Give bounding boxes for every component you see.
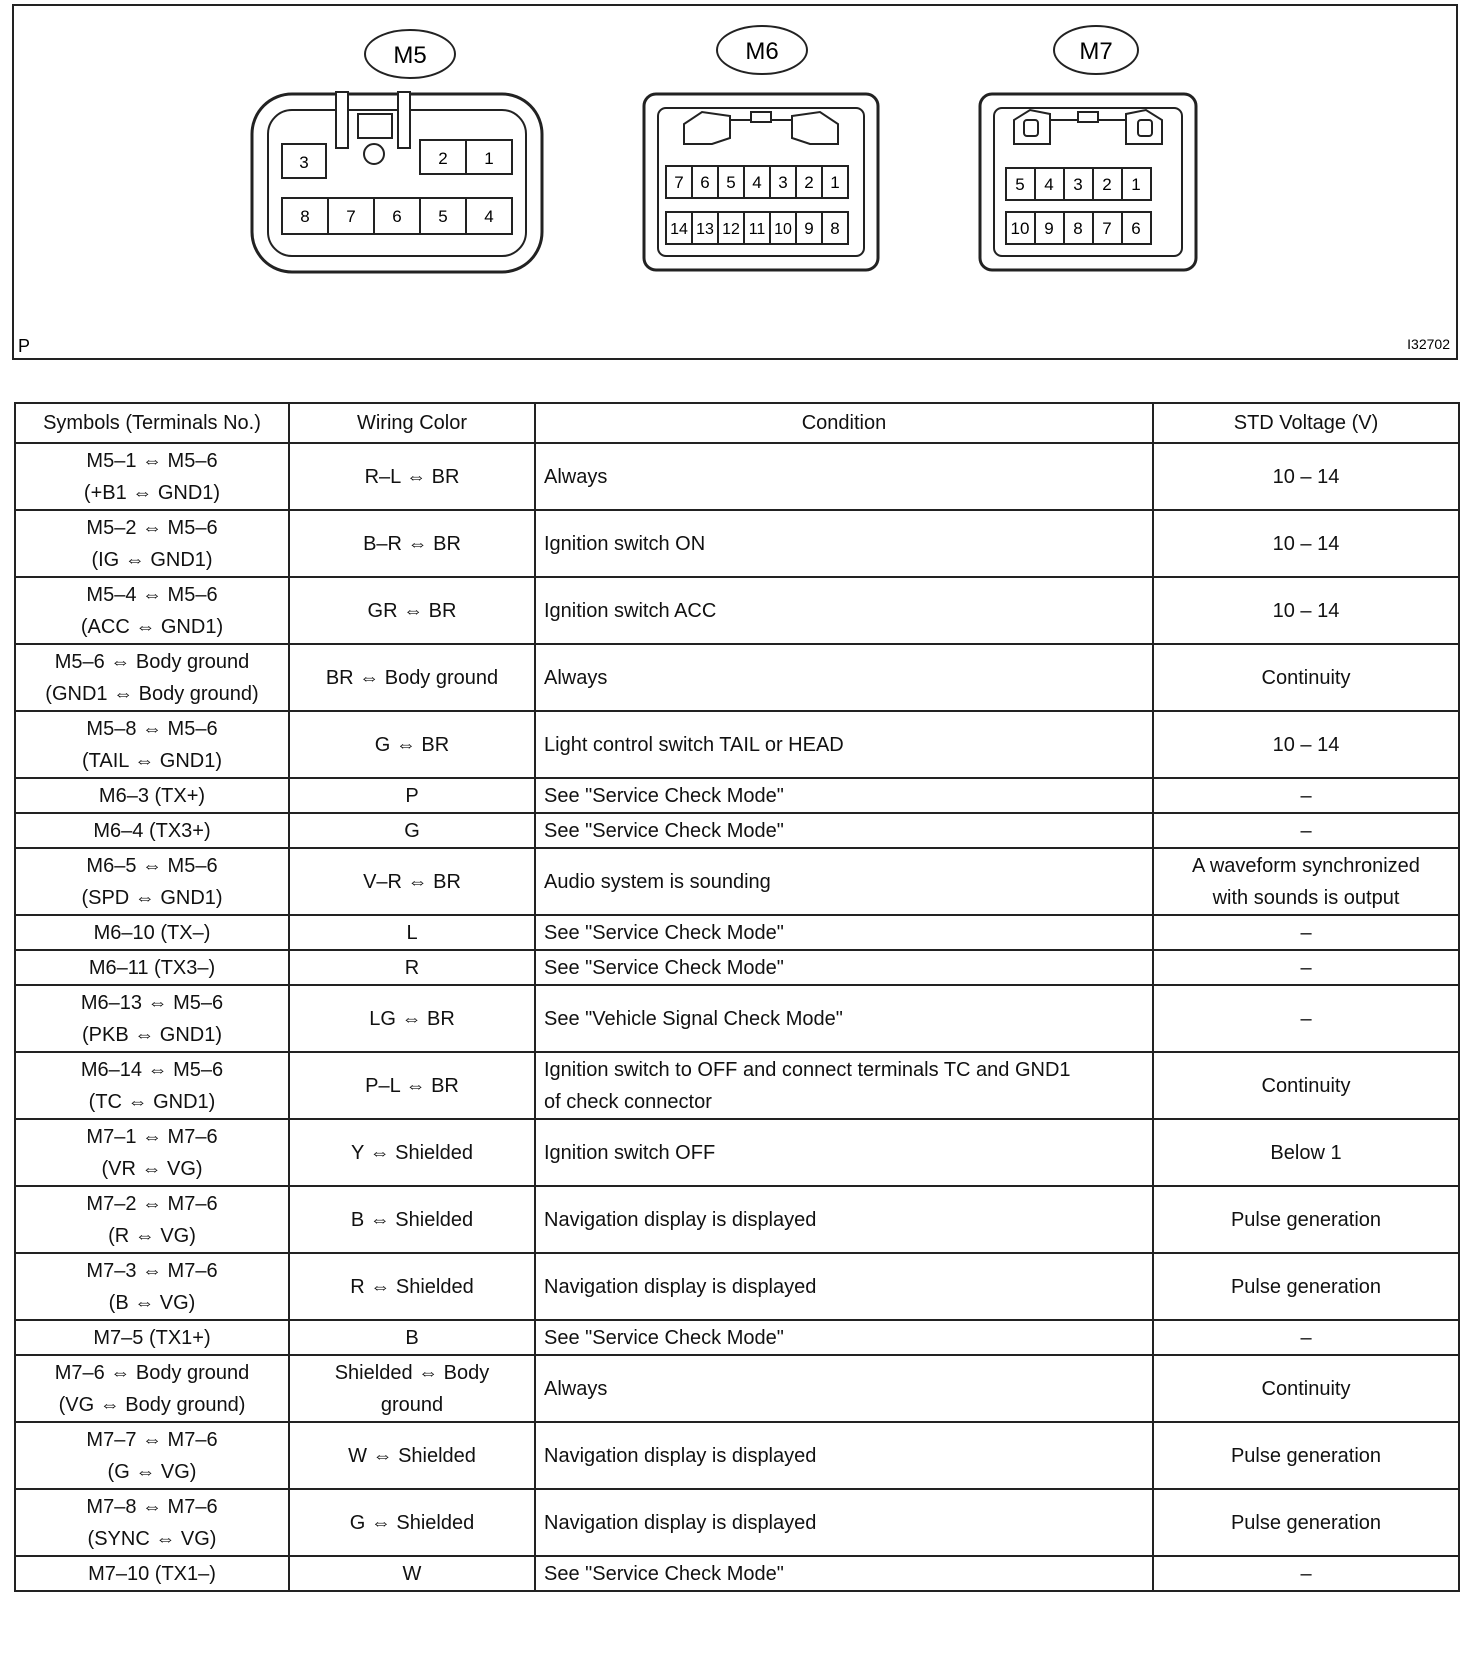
cell-line: 10 – 14	[1272, 465, 1340, 488]
table-row	[15, 915, 1459, 950]
condition-cell	[535, 848, 1153, 915]
wiring-color-cell	[289, 1253, 535, 1320]
condition-cell	[535, 950, 1153, 985]
cell-line: B ⇔ Shielded	[350, 1208, 474, 1231]
cell-line: –	[1300, 1007, 1312, 1030]
wiring-color-cell	[289, 778, 535, 813]
cell-line: 10 – 14	[1272, 599, 1340, 622]
cell-line: M6–5 ⇔ M5–6	[86, 854, 218, 877]
cell-line: (VR ⇔ VG)	[101, 1157, 203, 1180]
condition-cell	[535, 1119, 1153, 1186]
symbols-cell	[15, 510, 289, 577]
condition-cell	[535, 577, 1153, 644]
cell-line: of check connector	[544, 1090, 712, 1113]
terminal-label: 5	[726, 173, 736, 192]
cell-line: V–R ⇔ BR	[363, 870, 461, 893]
cell-line: Always	[544, 666, 608, 689]
cell-line: (SYNC ⇔ VG)	[87, 1527, 217, 1550]
header-condition: Condition	[535, 403, 1153, 443]
cell-line: M5–8 ⇔ M5–6	[86, 717, 218, 740]
wiring-color-cell	[289, 1052, 535, 1119]
wiring-color-cell	[289, 510, 535, 577]
symbols-cell	[15, 1489, 289, 1556]
cell-line: Below 1	[1270, 1141, 1342, 1164]
terminal-label: 2	[438, 149, 448, 168]
wiring-color-cell	[289, 915, 535, 950]
cell-line: M5–4 ⇔ M5–6	[86, 583, 218, 606]
cell-line: B	[405, 1326, 419, 1349]
figure-id: I32702	[1407, 336, 1450, 352]
terminal-label: 4	[1044, 175, 1054, 194]
cell-line: (IG ⇔ GND1)	[91, 548, 213, 571]
terminal-label: 4	[752, 173, 762, 192]
connector-label: M6	[745, 38, 779, 65]
condition-cell	[535, 443, 1153, 510]
cell-line: Ignition switch ACC	[544, 599, 717, 622]
cell-line: Pulse generation	[1230, 1511, 1382, 1534]
cell-line: M7–2 ⇔ M7–6	[86, 1192, 218, 1215]
cell-line: W	[402, 1562, 422, 1585]
cell-line: M6–11 (TX3–)	[88, 956, 216, 979]
cell-line: Ignition switch OFF	[544, 1141, 716, 1164]
cell-line: Navigation display is displayed	[544, 1511, 817, 1534]
cell-line: Continuity	[1261, 666, 1351, 689]
table-row	[15, 443, 1459, 510]
cell-line: M6–14 ⇔ M5–6	[80, 1058, 224, 1081]
condition-cell	[535, 711, 1153, 778]
symbols-cell	[15, 1119, 289, 1186]
header-symbols: Symbols (Terminals No.)	[15, 403, 289, 443]
symbols-cell	[15, 1422, 289, 1489]
symbols-cell	[15, 443, 289, 510]
terminal-label: 8	[830, 219, 840, 238]
cell-line: Ignition switch to OFF and connect terminals TC and GND1	[544, 1058, 1071, 1081]
terminal-label: 3	[778, 173, 788, 192]
symbols-cell	[15, 778, 289, 813]
std-voltage-cell	[1153, 1119, 1459, 1186]
cell-line: R	[404, 956, 420, 979]
wiring-color-cell	[289, 1119, 535, 1186]
cell-line: –	[1300, 1326, 1312, 1349]
std-voltage-cell	[1153, 1320, 1459, 1355]
terminal-label: 7	[674, 173, 684, 192]
cell-line: M7–1 ⇔ M7–6	[86, 1125, 218, 1148]
cell-line: (ACC ⇔ GND1)	[80, 615, 224, 638]
terminal-label: 1	[484, 149, 494, 168]
cell-line: W ⇔ Shielded	[348, 1444, 476, 1467]
terminal-label: 8	[1073, 219, 1083, 238]
table-row	[15, 1320, 1459, 1355]
terminal-label: 5	[1015, 175, 1025, 194]
connector-label: M5	[393, 42, 427, 69]
cell-line: Navigation display is displayed	[544, 1208, 817, 1231]
connector-label: M7	[1079, 38, 1113, 65]
std-voltage-cell	[1153, 985, 1459, 1052]
table-row	[15, 778, 1459, 813]
terminal-label: 9	[804, 219, 814, 238]
std-voltage-cell	[1153, 950, 1459, 985]
cell-line: Pulse generation	[1230, 1208, 1382, 1231]
cell-line: Shielded ⇔ Body	[334, 1361, 490, 1384]
cell-line: (B ⇔ VG)	[108, 1291, 196, 1314]
table-row	[15, 644, 1459, 711]
connector-diagram	[12, 4, 1458, 360]
cell-line: G ⇔ Shielded	[349, 1511, 475, 1534]
condition-cell	[535, 1253, 1153, 1320]
cell-line: Y ⇔ Shielded	[351, 1141, 473, 1164]
std-voltage-cell	[1153, 1186, 1459, 1253]
wiring-color-cell	[289, 644, 535, 711]
terminal-label: 8	[300, 207, 310, 226]
table-row	[15, 1052, 1459, 1119]
cell-line: See "Vehicle Signal Check Mode"	[544, 1007, 843, 1030]
std-voltage-cell	[1153, 644, 1459, 711]
table-row	[15, 1355, 1459, 1422]
condition-cell	[535, 915, 1153, 950]
std-voltage-cell	[1153, 1422, 1459, 1489]
cell-line: M7–3 ⇔ M7–6	[86, 1259, 218, 1282]
cell-line: M5–1 ⇔ M5–6	[86, 449, 218, 472]
condition-cell	[535, 1489, 1153, 1556]
symbols-cell	[15, 1320, 289, 1355]
symbols-cell	[15, 985, 289, 1052]
std-voltage-cell	[1153, 778, 1459, 813]
condition-cell	[535, 1186, 1153, 1253]
condition-cell	[535, 1422, 1153, 1489]
symbols-cell	[15, 1052, 289, 1119]
table-header-row	[15, 403, 1459, 443]
cell-line: –	[1300, 784, 1312, 807]
condition-cell	[535, 813, 1153, 848]
std-voltage-cell	[1153, 848, 1459, 915]
cell-line: (SPD ⇔ GND1)	[81, 886, 223, 909]
terminal-label: 1	[1131, 175, 1141, 194]
symbols-cell	[15, 1186, 289, 1253]
table-body	[15, 443, 1459, 1591]
cell-line: GR ⇔ BR	[367, 599, 457, 622]
std-voltage-cell	[1153, 443, 1459, 510]
table-row	[15, 985, 1459, 1052]
terminal-label: 12	[722, 221, 740, 238]
cell-line: M7–8 ⇔ M7–6	[86, 1495, 218, 1518]
cell-line: Continuity	[1261, 1074, 1351, 1097]
std-voltage-cell	[1153, 1556, 1459, 1591]
condition-cell	[535, 644, 1153, 711]
cell-line: See "Service Check Mode"	[544, 1326, 784, 1349]
symbols-cell	[15, 915, 289, 950]
cell-line: Always	[544, 465, 608, 488]
symbols-cell	[15, 711, 289, 778]
wiring-color-cell	[289, 1422, 535, 1489]
std-voltage-cell	[1153, 1253, 1459, 1320]
wiring-color-cell	[289, 1556, 535, 1591]
table-row	[15, 813, 1459, 848]
wiring-color-cell	[289, 1320, 535, 1355]
wiring-color-cell	[289, 950, 535, 985]
cell-line: G ⇔ BR	[374, 733, 450, 756]
std-voltage-cell	[1153, 577, 1459, 644]
condition-cell	[535, 1320, 1153, 1355]
cell-line: (VG ⇔ Body ground)	[58, 1393, 246, 1416]
table-row	[15, 1119, 1459, 1186]
cell-line: See "Service Check Mode"	[544, 956, 784, 979]
cell-line: M7–7 ⇔ M7–6	[86, 1428, 218, 1451]
wiring-color-cell	[289, 848, 535, 915]
cell-line: Ignition switch ON	[544, 532, 706, 555]
header-wiring-color: Wiring Color	[289, 403, 535, 443]
wiring-color-cell	[289, 1186, 535, 1253]
terminal-label: 6	[1131, 219, 1141, 238]
symbols-cell	[15, 1556, 289, 1591]
header-std-voltage: STD Voltage (V)	[1153, 403, 1459, 443]
cell-line: (R ⇔ VG)	[108, 1224, 196, 1247]
cell-line: LG ⇔ BR	[369, 1007, 455, 1030]
std-voltage-cell	[1153, 1489, 1459, 1556]
terminal-label: 10	[1010, 219, 1030, 238]
symbols-cell	[15, 1355, 289, 1422]
cell-line: (+B1 ⇔ GND1)	[83, 481, 221, 504]
cell-line: See "Service Check Mode"	[544, 784, 784, 807]
cell-line: L	[406, 921, 418, 944]
cell-line: See "Service Check Mode"	[544, 819, 784, 842]
std-voltage-cell	[1153, 711, 1459, 778]
wiring-color-cell	[289, 1489, 535, 1556]
wiring-color-cell	[289, 1355, 535, 1422]
wiring-color-cell	[289, 577, 535, 644]
wiring-color-cell	[289, 443, 535, 510]
symbols-cell	[15, 1253, 289, 1320]
terminal-label: 6	[700, 173, 710, 192]
cell-line: M7–5 (TX1+)	[93, 1326, 211, 1349]
symbols-cell	[15, 577, 289, 644]
cell-line: BR ⇔ Body ground	[325, 666, 499, 689]
terminal-label: 2	[804, 173, 814, 192]
condition-cell	[535, 778, 1153, 813]
cell-line: R–L ⇔ BR	[364, 465, 460, 488]
symbols-cell	[15, 813, 289, 848]
symbols-cell	[15, 950, 289, 985]
cell-line: (TC ⇔ GND1)	[88, 1090, 216, 1113]
cell-line: M7–10 (TX1–)	[88, 1562, 216, 1585]
symbols-cell	[15, 644, 289, 711]
cell-line: (G ⇔ VG)	[107, 1460, 197, 1483]
table-row	[15, 848, 1459, 915]
std-voltage-cell	[1153, 1355, 1459, 1422]
cell-line: –	[1300, 921, 1312, 944]
cell-line: Pulse generation	[1230, 1275, 1382, 1298]
cell-line: See "Service Check Mode"	[544, 1562, 784, 1585]
cell-line: M6–13 ⇔ M5–6	[80, 991, 224, 1014]
cell-line: M6–10 (TX–)	[93, 921, 211, 944]
cell-line: M7–6 ⇔ Body ground	[54, 1361, 250, 1384]
cell-line: A waveform synchronized	[1192, 854, 1420, 877]
cell-line: Continuity	[1261, 1377, 1351, 1400]
cell-line: Audio system is sounding	[544, 870, 771, 893]
table-row	[15, 510, 1459, 577]
cell-line: See "Service Check Mode"	[544, 921, 784, 944]
terminal-label: 13	[696, 221, 714, 238]
table-row	[15, 1186, 1459, 1253]
terminal-label: 1	[830, 173, 840, 192]
cell-line: Light control switch TAIL or HEAD	[544, 733, 844, 756]
cell-line: with sounds is output	[1212, 886, 1400, 909]
cell-line: P	[405, 784, 419, 807]
terminal-label: 4	[484, 207, 494, 226]
terminal-label: 3	[1073, 175, 1083, 194]
std-voltage-cell	[1153, 1052, 1459, 1119]
table-row	[15, 950, 1459, 985]
wiring-color-cell	[289, 813, 535, 848]
condition-cell	[535, 1556, 1153, 1591]
wiring-color-cell	[289, 711, 535, 778]
cell-line: 10 – 14	[1272, 532, 1340, 555]
terminal-label: 6	[392, 207, 402, 226]
terminal-label: 3	[299, 153, 309, 172]
cell-line: M5–6 ⇔ Body ground	[54, 650, 250, 673]
cell-line: M6–3 (TX+)	[98, 784, 206, 807]
terminal-label: 7	[1102, 219, 1112, 238]
cell-line: P–L ⇔ BR	[365, 1074, 459, 1097]
std-voltage-cell	[1153, 510, 1459, 577]
condition-cell	[535, 1355, 1153, 1422]
condition-cell	[535, 985, 1153, 1052]
terminal-label: 14	[670, 221, 688, 238]
cell-line: (PKB ⇔ GND1)	[81, 1023, 223, 1046]
terminal-label: 7	[346, 207, 356, 226]
cell-line: Navigation display is displayed	[544, 1444, 817, 1467]
corner-mark: P	[18, 336, 31, 356]
cell-line: B–R ⇔ BR	[363, 532, 461, 555]
cell-line: –	[1300, 956, 1312, 979]
terminal-label: 2	[1102, 175, 1112, 194]
table-row	[15, 1422, 1459, 1489]
condition-cell	[535, 510, 1153, 577]
table-row	[15, 577, 1459, 644]
condition-cell	[535, 1052, 1153, 1119]
cell-line: Always	[544, 1377, 608, 1400]
cell-line: ground	[380, 1393, 444, 1416]
terminal-label: 10	[774, 221, 792, 238]
symbols-cell	[15, 848, 289, 915]
table-row	[15, 711, 1459, 778]
terminal-label: 9	[1044, 219, 1054, 238]
cell-line: 10 – 14	[1272, 733, 1340, 756]
terminal-spec-table	[14, 402, 1460, 1592]
std-voltage-cell	[1153, 915, 1459, 950]
terminal-label: 11	[748, 221, 766, 238]
cell-line: –	[1300, 819, 1312, 842]
cell-line: (GND1 ⇔ Body ground)	[45, 682, 259, 705]
cell-line: Pulse generation	[1230, 1444, 1382, 1467]
std-voltage-cell	[1153, 813, 1459, 848]
terminal-label: 5	[438, 207, 448, 226]
cell-line: R ⇔ Shielded	[350, 1275, 474, 1298]
table-row	[15, 1253, 1459, 1320]
wiring-color-cell	[289, 985, 535, 1052]
cell-line: M6–4 (TX3+)	[93, 819, 211, 842]
cell-line: (TAIL ⇔ GND1)	[81, 749, 222, 772]
table-row	[15, 1556, 1459, 1591]
table-row	[15, 1489, 1459, 1556]
cell-line: Navigation display is displayed	[544, 1275, 817, 1298]
cell-line: –	[1300, 1562, 1312, 1585]
cell-line: G	[404, 819, 420, 842]
cell-line: M5–2 ⇔ M5–6	[86, 516, 218, 539]
